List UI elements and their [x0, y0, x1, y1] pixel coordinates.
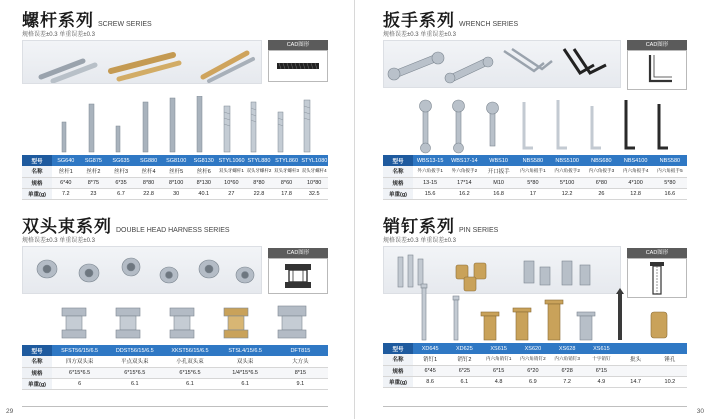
- table-cell: 丝杆6: [190, 166, 218, 177]
- table-header-cell: 型号: [22, 155, 52, 166]
- table-row: [383, 166, 687, 177]
- threaded-rod-cad-icon: [269, 51, 327, 81]
- pin-product-images: [413, 282, 687, 342]
- table-cell: 双头牙螺杆3: [273, 166, 301, 177]
- table-cell: [653, 365, 687, 376]
- hex-key-cad-icon: [628, 51, 686, 89]
- table-row: [383, 177, 687, 188]
- table-header-cell: STSL4/15/6.5: [218, 345, 273, 356]
- harness-title-cn: 双头束系列: [22, 217, 112, 236]
- harness-cad-icon: [269, 259, 327, 293]
- wrench-photo: [383, 40, 621, 88]
- table-header-cell: DDST56/15/6.5: [107, 345, 162, 356]
- screw-photo: [22, 40, 262, 84]
- wrench-tolerance: 规格误差±0.3 单重误差±0.3: [383, 32, 456, 38]
- table-cell: 名称: [22, 356, 52, 367]
- table-header-cell: WBS13-15: [413, 155, 447, 166]
- table-cell: 6.7: [107, 188, 135, 199]
- table-cell: 规格: [22, 367, 52, 378]
- pin-products: [413, 282, 687, 342]
- table-cell: 17*14: [447, 177, 481, 188]
- table-header-cell: [653, 343, 687, 354]
- table-cell: 32.5: [300, 188, 328, 199]
- table-cell: 9.1: [273, 378, 328, 389]
- table-header-cell: XS628: [550, 343, 584, 354]
- table-cell: 内六角扳手2: [550, 166, 584, 177]
- pin-header-row: [383, 343, 687, 354]
- table-cell: 4*100: [619, 177, 653, 188]
- page-footer-line: [22, 406, 328, 407]
- harness-header-row: [22, 345, 328, 356]
- table-cell: 14.7: [619, 376, 653, 387]
- table-cell: 6.1: [447, 376, 481, 387]
- table-header-cell: NBS680: [584, 155, 618, 166]
- harness-photo: [22, 246, 262, 294]
- table-cell: 丝杆2: [80, 166, 108, 177]
- table-cell: 内六角扳手5: [653, 166, 687, 177]
- table-cell: 7.2: [550, 376, 584, 387]
- table-cell: 4.8: [482, 376, 516, 387]
- table-cell: 6.1: [107, 378, 162, 389]
- table-header-cell: WBS17-14: [447, 155, 481, 166]
- table-cell: 12.2: [550, 188, 584, 199]
- table-row: [383, 188, 687, 199]
- table-cell: 销钉1: [413, 354, 447, 365]
- harness-title-en: DOUBLE HEAD HARNESS SERIES: [116, 227, 230, 234]
- screw-product-images: [52, 96, 327, 154]
- table-row: [22, 166, 328, 177]
- wrench-header-row: [383, 155, 687, 166]
- table-cell: 名称: [22, 166, 52, 177]
- screw-title-en: SCREW SERIES: [98, 21, 152, 28]
- table-header-cell: SG8100: [162, 155, 190, 166]
- table-cell: 8*100: [162, 177, 190, 188]
- pin-cad-label: CAD图形: [627, 248, 687, 258]
- table-cell: 8*60: [273, 177, 301, 188]
- table-cell: 17: [516, 188, 550, 199]
- table-cell: 内六角销钉3: [550, 354, 584, 365]
- table-row: [22, 177, 328, 188]
- table-header-cell: SG880: [135, 155, 163, 166]
- table-cell: 内六角扳手4: [619, 166, 653, 177]
- harness-products: [56, 302, 328, 340]
- wrench-product-images: [413, 98, 687, 154]
- table-cell: 15.6: [413, 188, 447, 199]
- table-cell: 销钉2: [447, 354, 481, 365]
- table-cell: 6.1: [162, 378, 217, 389]
- table-cell: 6: [52, 378, 107, 389]
- screw-section: [22, 6, 337, 38]
- wrench-title: [383, 6, 698, 28]
- table-cell: 22.8: [245, 188, 273, 199]
- wrench-section: [383, 6, 698, 38]
- table-cell: 16.6: [653, 188, 687, 199]
- table-cell: 5*80: [653, 177, 687, 188]
- table-header-cell: 型号: [383, 155, 413, 166]
- table-header-cell: SG875: [80, 155, 108, 166]
- table-header-cell: 型号: [383, 343, 413, 354]
- pin-spec-table: [383, 343, 687, 388]
- screw-header-row: [22, 155, 328, 166]
- table-row: [383, 354, 687, 365]
- screw-cad-label: CAD图形: [268, 40, 328, 50]
- harness-tolerance: 规格误差±0.3 单重误差±0.3: [22, 238, 95, 244]
- table-cell: [619, 365, 653, 376]
- wrench-title-en: WRENCH SERIES: [459, 21, 519, 28]
- table-header-cell: STYL1080: [300, 155, 328, 166]
- table-header-cell: STYL880: [245, 155, 273, 166]
- table-cell: 名称: [383, 166, 413, 177]
- harness-title: [22, 212, 337, 234]
- table-header-cell: SG640: [52, 155, 80, 166]
- pin-title-en: PIN SERIES: [459, 227, 499, 234]
- screw-spec-table: [22, 155, 328, 200]
- screw-title-cn: 螺杆系列: [22, 11, 94, 30]
- wrench-products: [413, 98, 687, 154]
- table-header-cell: XS620: [516, 343, 550, 354]
- table-cell: 40.1: [190, 188, 218, 199]
- table-cell: 平点双头束: [107, 356, 162, 367]
- table-cell: 26: [584, 188, 618, 199]
- table-header-cell: NBS5100: [550, 155, 584, 166]
- harness-spec-table: [22, 345, 328, 390]
- table-cell: 双头束: [218, 356, 273, 367]
- pin-title-cn: 销钉系列: [383, 217, 455, 236]
- table-cell: 丝杆3: [107, 166, 135, 177]
- table-cell: 双头牙螺杆1: [218, 166, 246, 177]
- table-header-cell: NBS580: [516, 155, 550, 166]
- table-cell: 内六角销钉2: [516, 354, 550, 365]
- table-cell: 13-15: [413, 177, 447, 188]
- table-header-cell: XD625: [447, 343, 481, 354]
- harness-photo-icon: [23, 247, 262, 294]
- table-cell: 27: [218, 188, 246, 199]
- harness-cad-label: CAD图形: [268, 248, 328, 258]
- right-page: [355, 0, 710, 419]
- table-row: [22, 367, 328, 378]
- table-header-cell: NBS580: [653, 155, 687, 166]
- table-row: [22, 356, 328, 367]
- table-cell: 30: [162, 188, 190, 199]
- table-cell: 单重(g): [383, 376, 413, 387]
- table-cell: 规格: [22, 177, 52, 188]
- table-cell: 6.1: [218, 378, 273, 389]
- table-cell: 4.9: [584, 376, 618, 387]
- table-cell: 8*15: [273, 367, 328, 378]
- table-cell: 6*28: [550, 365, 584, 376]
- table-header-cell: XS615: [482, 343, 516, 354]
- pin-title: [383, 212, 698, 234]
- screw-cad-drawing: [268, 50, 328, 82]
- table-cell: 十字销钉: [584, 354, 618, 365]
- table-cell: 10*80: [300, 177, 328, 188]
- table-cell: 开口扳手: [482, 166, 516, 177]
- table-cell: 8*80: [245, 177, 273, 188]
- table-cell: 6*15: [482, 365, 516, 376]
- table-cell: 内六角扳手1: [516, 166, 550, 177]
- table-cell: 内六角扳手3: [584, 166, 618, 177]
- table-cell: 8.6: [413, 376, 447, 387]
- page-number-left: 29: [6, 408, 14, 415]
- table-cell: 双头牙螺杆4: [300, 166, 328, 177]
- table-header-cell: SFST56/15/6.5: [52, 345, 107, 356]
- table-cell: 内六角销钉1: [482, 354, 516, 365]
- table-cell: 批头: [619, 354, 653, 365]
- table-cell: 16.2: [447, 188, 481, 199]
- table-cell: 10*60: [218, 177, 246, 188]
- table-cell: 10.2: [653, 376, 687, 387]
- page-number-right: 30: [696, 408, 704, 415]
- table-cell: 单重(g): [22, 188, 52, 199]
- wrench-photo-icon: [384, 41, 621, 88]
- table-cell: 6*15*6.5: [162, 367, 217, 378]
- table-cell: 规格: [383, 177, 413, 188]
- table-cell: 四方双头束: [52, 356, 107, 367]
- table-cell: 23: [80, 188, 108, 199]
- table-cell: 8*130: [190, 177, 218, 188]
- screw-products: [52, 96, 327, 154]
- table-cell: 双头牙螺杆2: [245, 166, 273, 177]
- table-cell: 6*35: [107, 177, 135, 188]
- table-cell: 6*15: [584, 365, 618, 376]
- table-header-cell: XKST56/15/6.5: [162, 345, 217, 356]
- table-cell: 1/4*15*6.5: [218, 367, 273, 378]
- harness-section: [22, 212, 337, 244]
- table-cell: 外六角扳手2: [447, 166, 481, 177]
- wrench-spec-table: [383, 155, 687, 200]
- wrench-cad-drawing: [627, 50, 687, 90]
- table-cell: 丝杆1: [52, 166, 80, 177]
- table-cell: 16.8: [482, 188, 516, 199]
- screw-tolerance: 规格误差±0.3 单重误差±0.3: [22, 32, 95, 38]
- screw-title: [22, 6, 337, 28]
- table-header-cell: SG635: [107, 155, 135, 166]
- pin-tolerance: 规格误差±0.3 单重误差±0.3: [383, 238, 456, 244]
- table-row: [22, 378, 328, 389]
- table-cell: 单重(g): [22, 378, 52, 389]
- table-row: [383, 365, 687, 376]
- harness-cad-drawing: [268, 258, 328, 294]
- table-cell: 丝杆4: [135, 166, 163, 177]
- table-cell: 6*25: [447, 365, 481, 376]
- table-header-cell: NBS4100: [619, 155, 653, 166]
- table-header-cell: WBS10: [482, 155, 516, 166]
- screw-rods-photo-icon: [23, 41, 262, 84]
- table-cell: 12.8: [619, 188, 653, 199]
- table-cell: 8*80: [135, 177, 163, 188]
- table-cell: 6*20: [516, 365, 550, 376]
- table-cell: 规格: [383, 365, 413, 376]
- table-cell: 6*40: [52, 177, 80, 188]
- table-cell: 外六角扳手1: [413, 166, 447, 177]
- table-cell: 5*100: [550, 177, 584, 188]
- table-header-cell: SG8130: [190, 155, 218, 166]
- table-cell: 8*75: [80, 177, 108, 188]
- table-row: [22, 188, 328, 199]
- table-cell: 6.9: [516, 376, 550, 387]
- table-cell: 名称: [383, 354, 413, 365]
- table-cell: M10: [482, 177, 516, 188]
- table-header-cell: STYL1060: [218, 155, 246, 166]
- table-row: [383, 376, 687, 387]
- table-cell: 锤孔: [653, 354, 687, 365]
- table-header-cell: XS615: [584, 343, 618, 354]
- table-cell: 小孔双头束: [162, 356, 217, 367]
- table-cell: 6*45: [413, 365, 447, 376]
- pin-section: [383, 212, 698, 244]
- wrench-cad-label: CAD图形: [627, 40, 687, 50]
- table-header-cell: STYL860: [273, 155, 301, 166]
- table-cell: 6*15*6.5: [52, 367, 107, 378]
- page-footer-line: [383, 406, 687, 407]
- table-cell: 7.2: [52, 188, 80, 199]
- table-header-cell: 型号: [22, 345, 52, 356]
- harness-product-images: [56, 302, 328, 340]
- table-header-cell: XD645: [413, 343, 447, 354]
- table-cell: 丝杆5: [162, 166, 190, 177]
- table-cell: 6*15*6.5: [107, 367, 162, 378]
- table-header-cell: [619, 343, 653, 354]
- wrench-title-cn: 扳手系列: [383, 11, 455, 30]
- table-cell: 单重(g): [383, 188, 413, 199]
- table-cell: 大方头: [273, 356, 328, 367]
- table-header-cell: DFT815: [273, 345, 328, 356]
- table-cell: 22.8: [135, 188, 163, 199]
- table-cell: 5*80: [516, 177, 550, 188]
- table-cell: 17.8: [273, 188, 301, 199]
- table-cell: 6*80: [584, 177, 618, 188]
